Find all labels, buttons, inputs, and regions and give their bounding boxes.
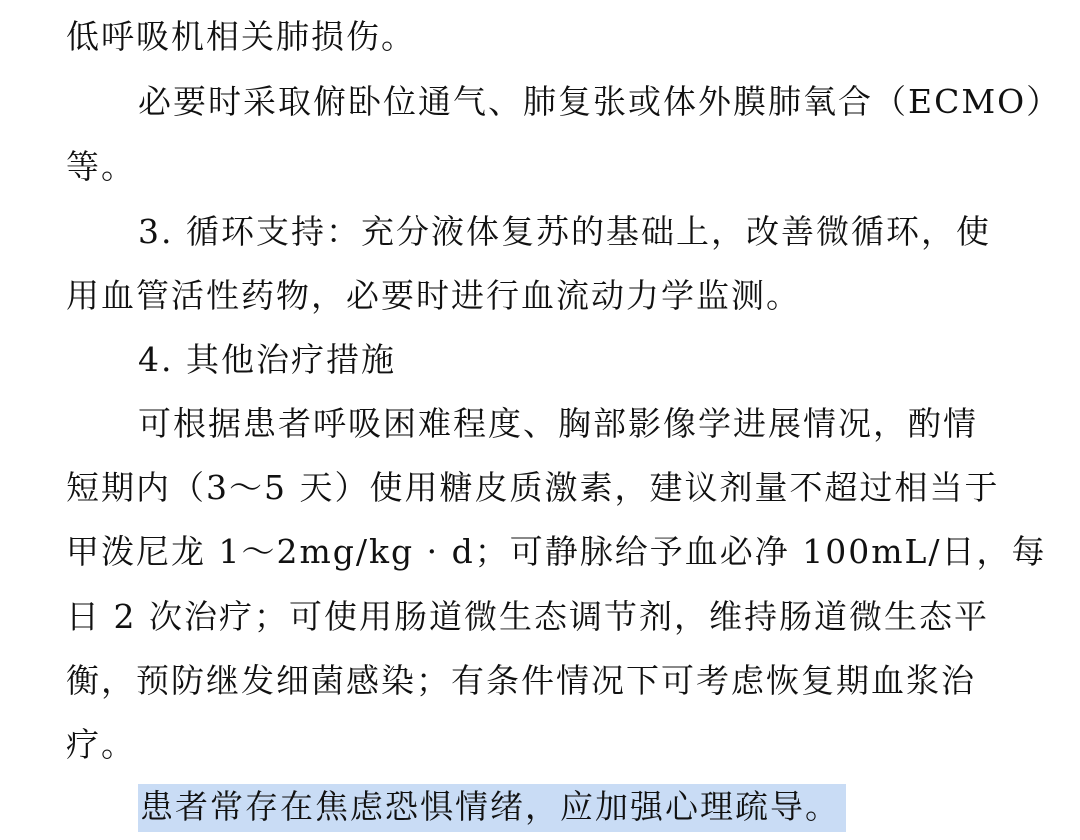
text-line-7: 可根据患者呼吸困难程度、胸部影像学进展情况，酌情 (138, 404, 978, 443)
text-line-11: 衡，预防继发细菌感染；有条件情况下可考虑恢复期血浆治 (66, 661, 976, 700)
text-line-5: 用血管活性药物，必要时进行血流动力学监测。 (66, 276, 801, 315)
text-line-4: 3. 循环支持：充分液体复苏的基础上，改善微循环，使 (138, 212, 991, 251)
text-line-3: 等。 (66, 147, 136, 186)
text-line-8: 短期内（3～5 天）使用糖皮质激素，建议剂量不超过相当于 (66, 468, 1000, 507)
highlighted-text-line[interactable]: 患者常存在焦虑恐惧情绪，应加强心理疏导。 (138, 784, 846, 832)
text-line-10: 日 2 次治疗；可使用肠道微生态调节剂，维持肠道微生态平 (66, 597, 989, 636)
section-heading-other-treatments: 4. 其他治疗措施 (138, 340, 396, 379)
text-line-1: 低呼吸机相关肺损伤。 (66, 17, 416, 56)
text-line-9: 甲泼尼龙 1～2mg/kg · d；可静脉给予血必净 100mL/日，每 (66, 532, 1047, 571)
text-line-2: 必要时采取俯卧位通气、肺复张或体外膜肺氧合（ECMO） (138, 82, 1062, 121)
text-line-12: 疗。 (66, 725, 136, 764)
